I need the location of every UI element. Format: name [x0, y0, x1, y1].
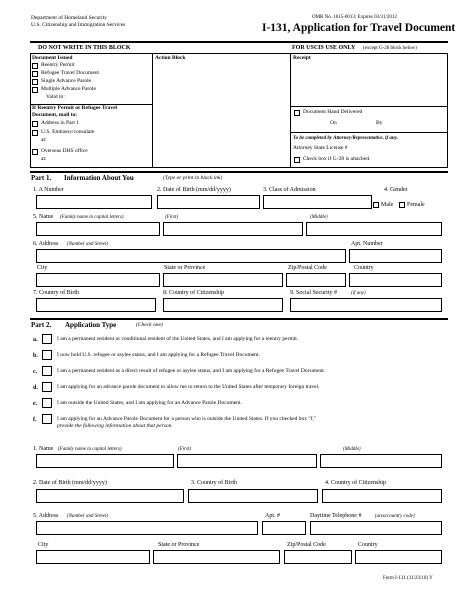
p2-country-field[interactable] — [355, 550, 442, 564]
family-name-field[interactable] — [36, 222, 160, 236]
address-part1-checkbox[interactable] — [32, 121, 38, 127]
part1-note: (Type or print in black ink) — [163, 175, 223, 181]
p2-dob-field[interactable] — [36, 489, 184, 503]
refugee-travel-checkbox[interactable] — [32, 71, 38, 77]
agency-line-1: Department of Homeland Security — [31, 15, 107, 21]
p2-state-label: State or Province — [158, 542, 200, 548]
option-d-text: I am applying for an advance parole document to allow me to return to the United States after temporary foreign travel. — [57, 384, 320, 390]
by-label: By — [376, 120, 383, 126]
embassy-label: U.S. Embassy/consulate — [41, 129, 95, 135]
anumber-field[interactable] — [36, 195, 152, 209]
p2-city-field[interactable] — [36, 550, 150, 564]
multiple-advance-parole-checkbox[interactable] — [32, 87, 38, 93]
zip-field[interactable] — [286, 273, 346, 287]
p2-country-birth-label: 3. Country of Birth — [191, 480, 237, 486]
ssn-field[interactable] — [290, 298, 442, 312]
mail-to-line1: If Reentry Permit or Refugee Travel — [32, 105, 118, 111]
part2-title: Application Type — [65, 321, 117, 329]
p2-number-street-hint: (Number and Street) — [67, 514, 108, 519]
p2-name-label: 1. Name — [33, 446, 54, 452]
option-a-text: I am a permanent resident or conditional resident of the United States, and I am applying for a reentry permit. — [57, 336, 299, 342]
reentry-permit-label: Reentry Permit — [41, 62, 75, 68]
mail-to-line2: Document, mail to: — [32, 112, 78, 118]
p2-family-name-field[interactable] — [36, 454, 174, 468]
dob-label: 2. Date of Birth (mm/dd/yyyy) — [157, 187, 231, 193]
female-label: Female — [407, 202, 425, 208]
p2-phone-note: (area/country code) — [375, 514, 415, 519]
p2-country-label: Country — [358, 542, 378, 548]
multiple-advance-parole-label: Multiple Advance Parole — [41, 86, 96, 92]
option-c-checkbox[interactable] — [42, 366, 52, 376]
option-d-checkbox[interactable] — [42, 382, 52, 392]
embassy-checkbox[interactable] — [32, 130, 38, 136]
receipt-label: Receipt — [293, 55, 311, 61]
form-title: I-131, Application for Travel Document — [262, 22, 456, 34]
ssn-note: (if any) — [351, 291, 366, 296]
class-admission-label: 3. Class of Admission — [263, 187, 316, 193]
p2-zip-label: Zip/Postal Code — [287, 542, 326, 548]
part1-label: Part 1. — [31, 174, 52, 182]
male-checkbox[interactable] — [373, 202, 379, 208]
p2-phone-label: Daytime Telephone # — [310, 513, 362, 519]
p2-middle-name-hint: (Middle) — [343, 447, 361, 452]
number-street-hint: (Number and Street) — [67, 242, 108, 247]
on-label: On — [330, 120, 337, 126]
middle-name-field[interactable] — [306, 222, 442, 236]
p2-country-citizenship-field[interactable] — [322, 489, 442, 503]
p2-phone-field[interactable] — [310, 521, 442, 535]
reentry-permit-checkbox[interactable] — [32, 63, 38, 69]
p2-zip-field[interactable] — [284, 550, 352, 564]
dhs-office-label: Overseas DHS office — [41, 148, 88, 154]
p2-dob-label: 2. Date of Birth (mm/dd/yyyy) — [33, 480, 107, 486]
option-a-checkbox[interactable] — [42, 334, 52, 344]
state-label: State or Province — [164, 265, 206, 271]
valid-to-label: Valid to: — [46, 94, 65, 100]
dhs-office-checkbox[interactable] — [32, 149, 38, 155]
middle-name-hint: (Middle) — [310, 215, 328, 220]
option-f-text: I am applying for an Advance Parole Document for a person who is outside the United States. If you checked box "f," — [57, 416, 317, 422]
omb-number: OMB No. 1615-0013; Expires 03/31/2012 — [312, 15, 397, 20]
single-advance-parole-checkbox[interactable] — [32, 79, 38, 85]
option-c-letter: c. — [33, 369, 38, 375]
p2-first-name-field[interactable] — [177, 454, 317, 468]
ssn-label: 9. Social Security # — [290, 290, 337, 296]
apt-number-label: Apt. Number — [351, 241, 383, 247]
state-field[interactable] — [163, 273, 283, 287]
document-issued-label: Document Issued — [32, 55, 73, 61]
street-field[interactable] — [36, 249, 346, 263]
g28-checkbox[interactable] — [294, 157, 300, 163]
p2-first-name-hint: (First) — [178, 447, 192, 452]
option-d-letter: d. — [33, 385, 38, 391]
admin-rule-3 — [290, 132, 448, 133]
female-checkbox[interactable] — [399, 202, 405, 208]
country-label: Country — [354, 265, 374, 271]
part1-title: Information About You — [64, 174, 134, 182]
agency-line-2: U.S. Citizenship and Immigration Services — [31, 22, 126, 28]
option-b-text: I now hold U.S. refugee or asylee status, and I am applying for a Refugee Travel Document. — [57, 352, 260, 358]
apt-number-field[interactable] — [349, 249, 442, 263]
for-uscis-label: FOR USCIS USE ONLY — [292, 45, 356, 51]
for-uscis-note: (except G-28 block below) — [363, 46, 417, 51]
hand-delivered-label: Document Hand Delivered — [303, 109, 363, 115]
city-label: City — [37, 265, 48, 271]
address-part1-label: Address in Part 1 — [41, 120, 80, 126]
first-name-field[interactable] — [163, 222, 303, 236]
p2-country-birth-field[interactable] — [188, 489, 318, 503]
do-not-write-label: DO NOT WRITE IN THIS BLOCK — [38, 45, 131, 51]
g28-label: Check box if G-28 is attached. — [303, 156, 371, 162]
option-f-text-2: provide the following information about that person. — [57, 423, 173, 429]
option-c-text: I am a permanent resident as a direct result of refugee or asylee status, and I am applying for a Refugee Travel Document. — [57, 368, 326, 374]
part2-rule — [30, 318, 448, 320]
gender-label: 4. Gender — [384, 187, 408, 193]
option-b-checkbox[interactable] — [42, 350, 52, 360]
header-rule — [30, 41, 448, 43]
attorney-license-label: Attorney State License # — [293, 145, 348, 151]
admin-divider-2 — [290, 53, 291, 168]
p2-city-label: City — [38, 542, 49, 548]
admin-rule-2 — [290, 106, 448, 107]
action-block-label: Action Block — [155, 55, 186, 61]
option-e-checkbox[interactable] — [42, 398, 52, 408]
dob-field[interactable] — [157, 195, 260, 209]
p2-country-citizenship-label: 4. Country of Citizenship — [325, 480, 386, 486]
part2-note: (Check one) — [136, 322, 163, 328]
p2-apt-label: Apt. # — [265, 513, 280, 519]
p2-street-field[interactable] — [36, 521, 258, 535]
hand-delivered-checkbox[interactable] — [294, 110, 300, 116]
dhs-at-label: at: — [41, 156, 47, 162]
p2-state-field[interactable] — [153, 550, 280, 564]
part1-rule — [30, 171, 448, 173]
refugee-travel-label: Refugee Travel Document — [41, 70, 100, 76]
option-e-text: I am outside the United States, and I am applying for an Advance Parole Document. — [57, 400, 242, 406]
p2-family-name-hint: (Family name in capital letters) — [58, 447, 122, 452]
p2-middle-name-field[interactable] — [320, 454, 442, 468]
option-e-letter: e. — [33, 401, 38, 407]
p2-apt-field[interactable] — [262, 521, 306, 535]
country-birth-field[interactable] — [36, 298, 156, 312]
p2-address-label: 5. Address — [33, 513, 59, 519]
form-id: Form I-131 (11/23/10) Y — [383, 576, 433, 581]
option-f-checkbox[interactable] — [42, 414, 52, 424]
country-citizenship-label: 8. Country of Citizenship — [163, 290, 224, 296]
zip-label: Zip/Postal Code — [288, 265, 327, 271]
anumber-label: 1. A Number — [33, 187, 64, 193]
male-label: Male — [381, 202, 394, 208]
option-b-letter: b. — [33, 353, 38, 359]
address-label: 6. Address — [33, 241, 59, 247]
part2-label: Part 2. — [31, 321, 52, 329]
country-field[interactable] — [349, 273, 442, 287]
single-advance-parole-label: Single Advance Parole — [41, 78, 92, 84]
country-birth-label: 7. Country of Birth — [33, 290, 79, 296]
embassy-at-label: at: — [41, 137, 47, 143]
family-name-hint: (Family name in capital letters) — [60, 215, 124, 220]
name-label: 5. Name — [33, 214, 54, 220]
option-a-letter: a. — [33, 337, 38, 343]
admin-divider-1 — [152, 53, 153, 168]
attorney-note: To be completed by Attorney/Representative, if any. — [293, 136, 398, 141]
city-field[interactable] — [36, 273, 160, 287]
country-citizenship-field[interactable] — [163, 298, 283, 312]
option-f-letter: f. — [33, 417, 37, 423]
first-name-hint: (First) — [165, 215, 179, 220]
class-admission-field[interactable] — [263, 195, 372, 209]
